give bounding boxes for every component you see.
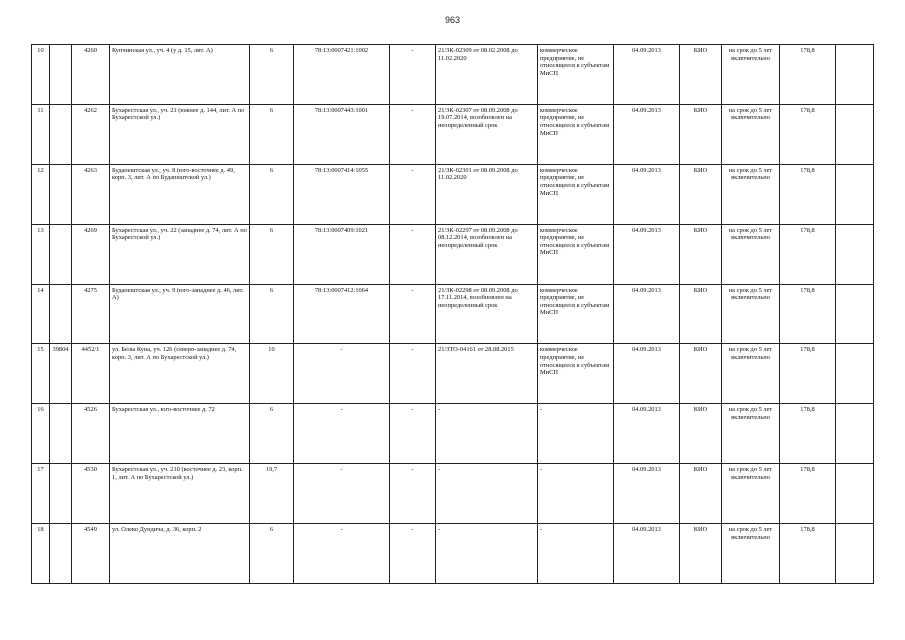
cell-row-number: 14 xyxy=(32,284,50,344)
cell-value: 178,8 xyxy=(780,284,836,344)
cell-date: 04.09.2013 xyxy=(614,45,680,105)
cell-address: Бухарестская ул., уч. 21 (южнее д. 144, лит. А по Бухарестской ул.) xyxy=(110,104,250,164)
cell-address: Бухарестская ул., юго-восточнее д. 72 xyxy=(110,404,250,464)
cell-code-a xyxy=(50,404,72,464)
cell-address: ул. Олеко Дундича, д. 36, корп. 2 xyxy=(110,524,250,584)
cell-area: 6 xyxy=(250,164,294,224)
cell-purpose: коммерческое предприятие, не относящееся к субъектам МиСП xyxy=(538,164,614,224)
cell-purpose: коммерческое предприятие, не относящееся к субъектам МиСП xyxy=(538,45,614,105)
cell-organization: КИО xyxy=(680,464,722,524)
cell-cadastral-number: - xyxy=(294,524,390,584)
cell-date: 04.09.2013 xyxy=(614,104,680,164)
cell-cadastral-number: - xyxy=(294,344,390,404)
cell-column-14 xyxy=(836,284,874,344)
table-row xyxy=(32,344,874,404)
cell-cadastral-number: - xyxy=(294,464,390,524)
cell-row-number: 18 xyxy=(32,524,50,584)
cell-code-a xyxy=(50,224,72,284)
cell-column-14 xyxy=(836,404,874,464)
cell-value: 178,8 xyxy=(780,464,836,524)
cell-value: 178,8 xyxy=(780,404,836,464)
cell-term: на срок до 5 лет включительно xyxy=(722,224,780,284)
cell-code-a xyxy=(50,45,72,105)
table-row xyxy=(32,45,874,105)
cell-date: 04.09.2013 xyxy=(614,404,680,464)
cell-contract-info: - xyxy=(436,404,538,464)
cell-row-number: 17 xyxy=(32,464,50,524)
cell-purpose: - xyxy=(538,524,614,584)
cell-purpose: коммерческое предприятие, не относящееся к субъектам МиСП xyxy=(538,104,614,164)
registry-rows xyxy=(32,45,874,584)
cell-column-14 xyxy=(836,104,874,164)
cell-term: на срок до 5 лет включительно xyxy=(722,404,780,464)
cell-term: на срок до 5 лет включительно xyxy=(722,164,780,224)
cell-organization: КИО xyxy=(680,104,722,164)
cell-row-number: 16 xyxy=(32,404,50,464)
cell-organization: КИО xyxy=(680,284,722,344)
cell-address: Купчинская ул., уч. 4 (у д. 15, лит. А) xyxy=(110,45,250,105)
cell-term: на срок до 5 лет включительно xyxy=(722,284,780,344)
cell-term: на срок до 5 лет включительно xyxy=(722,524,780,584)
cell-contract-info: 21/ЗК-02307 от 08.09.2008 до 19.07.2014, возобновлен на неопределенный срок xyxy=(436,104,538,164)
cell-code-a xyxy=(50,524,72,584)
cell-purpose: коммерческое предприятие, не относящееся к субъектам МиСП xyxy=(538,224,614,284)
cell-organization: КИО xyxy=(680,224,722,284)
cell-code-b: 4269 xyxy=(72,224,110,284)
cell-value: 178,8 xyxy=(780,524,836,584)
cell-area: 19,7 xyxy=(250,464,294,524)
cell-code-b: 4530 xyxy=(72,464,110,524)
cell-term: на срок до 5 лет включительно xyxy=(722,344,780,404)
cell-column-14 xyxy=(836,224,874,284)
cell-contract-info: 21/ЗК-02297 от 08.09.2008 до 08.12.2014, возобновлен на неопределенный срок xyxy=(436,224,538,284)
table-row xyxy=(32,284,874,344)
cell-contract-info: 21/ЗТО-04161 от 28.08.2015 xyxy=(436,344,538,404)
registry-table xyxy=(31,44,874,584)
cell-area: 10 xyxy=(250,344,294,404)
cell-address: Будапештская ул., уч. 9 (юго-западнее д. 46, лит. А) xyxy=(110,284,250,344)
cell-row-number: 15 xyxy=(32,344,50,404)
cell-organization: КИО xyxy=(680,524,722,584)
cell-value: 178,8 xyxy=(780,104,836,164)
cell-code-b: 4549 xyxy=(72,524,110,584)
cell-purpose: коммерческое предприятие, не относящееся к субъектам МиСП xyxy=(538,284,614,344)
cell-area: 6 xyxy=(250,404,294,464)
cell-column-5: - xyxy=(390,224,436,284)
cell-purpose: - xyxy=(538,464,614,524)
cell-row-number: 10 xyxy=(32,45,50,105)
cell-value: 178,8 xyxy=(780,344,836,404)
cell-contract-info: 21/ЗК-02309 от 08.02.2008 до 11.02.2020 xyxy=(436,45,538,105)
cell-cadastral-number: - xyxy=(294,404,390,464)
cell-date: 04.09.2013 xyxy=(614,464,680,524)
cell-column-5: - xyxy=(390,524,436,584)
cell-column-5: - xyxy=(390,464,436,524)
cell-column-5: - xyxy=(390,344,436,404)
cell-organization: КИО xyxy=(680,404,722,464)
cell-column-5: - xyxy=(390,45,436,105)
cell-date: 04.09.2013 xyxy=(614,524,680,584)
table-row xyxy=(32,164,874,224)
table-row xyxy=(32,104,874,164)
cell-column-5: - xyxy=(390,404,436,464)
cell-term: на срок до 5 лет включительно xyxy=(722,104,780,164)
cell-code-b: 4263 xyxy=(72,164,110,224)
cell-column-5: - xyxy=(390,284,436,344)
cell-area: 6 xyxy=(250,284,294,344)
cell-organization: КИО xyxy=(680,164,722,224)
cell-value: 178,8 xyxy=(780,224,836,284)
cell-area: 6 xyxy=(250,45,294,105)
cell-contract-info: - xyxy=(436,464,538,524)
cell-code-b: 4452/1 xyxy=(72,344,110,404)
cell-organization: КИО xyxy=(680,45,722,105)
cell-column-14 xyxy=(836,524,874,584)
cell-code-b: 4526 xyxy=(72,404,110,464)
cell-purpose: коммерческое предприятие, не относящееся к субъектам МиСП xyxy=(538,344,614,404)
cell-purpose: - xyxy=(538,404,614,464)
table-row xyxy=(32,224,874,284)
cell-value: 178,8 xyxy=(780,164,836,224)
cell-term: на срок до 5 лет включительно xyxy=(722,464,780,524)
table-row xyxy=(32,404,874,464)
cell-date: 04.09.2013 xyxy=(614,344,680,404)
cell-address: Бухарестская ул., уч. 210 (восточнее д. 23, корп. 1, лит. А по Бухарестской ул.) xyxy=(110,464,250,524)
cell-column-5: - xyxy=(390,104,436,164)
cell-code-a xyxy=(50,164,72,224)
cell-code-b: 4262 xyxy=(72,104,110,164)
cell-cadastral-number: 78:13:0007414:1055 xyxy=(294,164,390,224)
cell-cadastral-number: 78:13:0007412:1064 xyxy=(294,284,390,344)
cell-row-number: 11 xyxy=(32,104,50,164)
cell-row-number: 12 xyxy=(32,164,50,224)
cell-cadastral-number: 78:13:0007443:1001 xyxy=(294,104,390,164)
cell-value: 178,8 xyxy=(780,45,836,105)
cell-contract-info: 21/ЗК-02298 от 08.09.2008 до 17.11.2014, возобновлен на неопределенный срок xyxy=(436,284,538,344)
cell-organization: КИО xyxy=(680,344,722,404)
page-number: 963 xyxy=(444,15,461,25)
cell-code-a xyxy=(50,104,72,164)
cell-code-a: 39804 xyxy=(50,344,72,404)
table-row xyxy=(32,464,874,524)
cell-cadastral-number: 78:13:0007409:1021 xyxy=(294,224,390,284)
cell-contract-info: 21/ЗК-02301 от 08.09.2008 до 11.02.2020 xyxy=(436,164,538,224)
cell-column-14 xyxy=(836,164,874,224)
cell-address: Будапештская ул., уч. 8 (юго-восточнее д. 49, корп. 3, лит. А по Будапештской ул.) xyxy=(110,164,250,224)
cell-column-5: - xyxy=(390,164,436,224)
cell-area: 6 xyxy=(250,104,294,164)
cell-code-a xyxy=(50,464,72,524)
cell-row-number: 13 xyxy=(32,224,50,284)
table-row xyxy=(32,524,874,584)
cell-term: на срок до 5 лет включительно xyxy=(722,45,780,105)
cell-code-a xyxy=(50,284,72,344)
cell-column-14 xyxy=(836,464,874,524)
cell-area: 6 xyxy=(250,224,294,284)
cell-address: Бухарестская ул., уч. 22 (западнее д. 74, лит. А по Бухарестской ул.) xyxy=(110,224,250,284)
cell-contract-info: - xyxy=(436,524,538,584)
cell-code-b: 4275 xyxy=(72,284,110,344)
cell-column-14 xyxy=(836,45,874,105)
cell-column-14 xyxy=(836,344,874,404)
cell-date: 04.09.2013 xyxy=(614,164,680,224)
cell-address: ул. Белы Куна, уч. 126 (северо-западнее д. 74, корп. 3, лит. А по Бухарестской ул.) xyxy=(110,344,250,404)
cell-date: 04.09.2013 xyxy=(614,224,680,284)
cell-code-b: 4260 xyxy=(72,45,110,105)
cell-cadastral-number: 78:13:0007421:1002 xyxy=(294,45,390,105)
cell-area: 6 xyxy=(250,524,294,584)
cell-date: 04.09.2013 xyxy=(614,284,680,344)
